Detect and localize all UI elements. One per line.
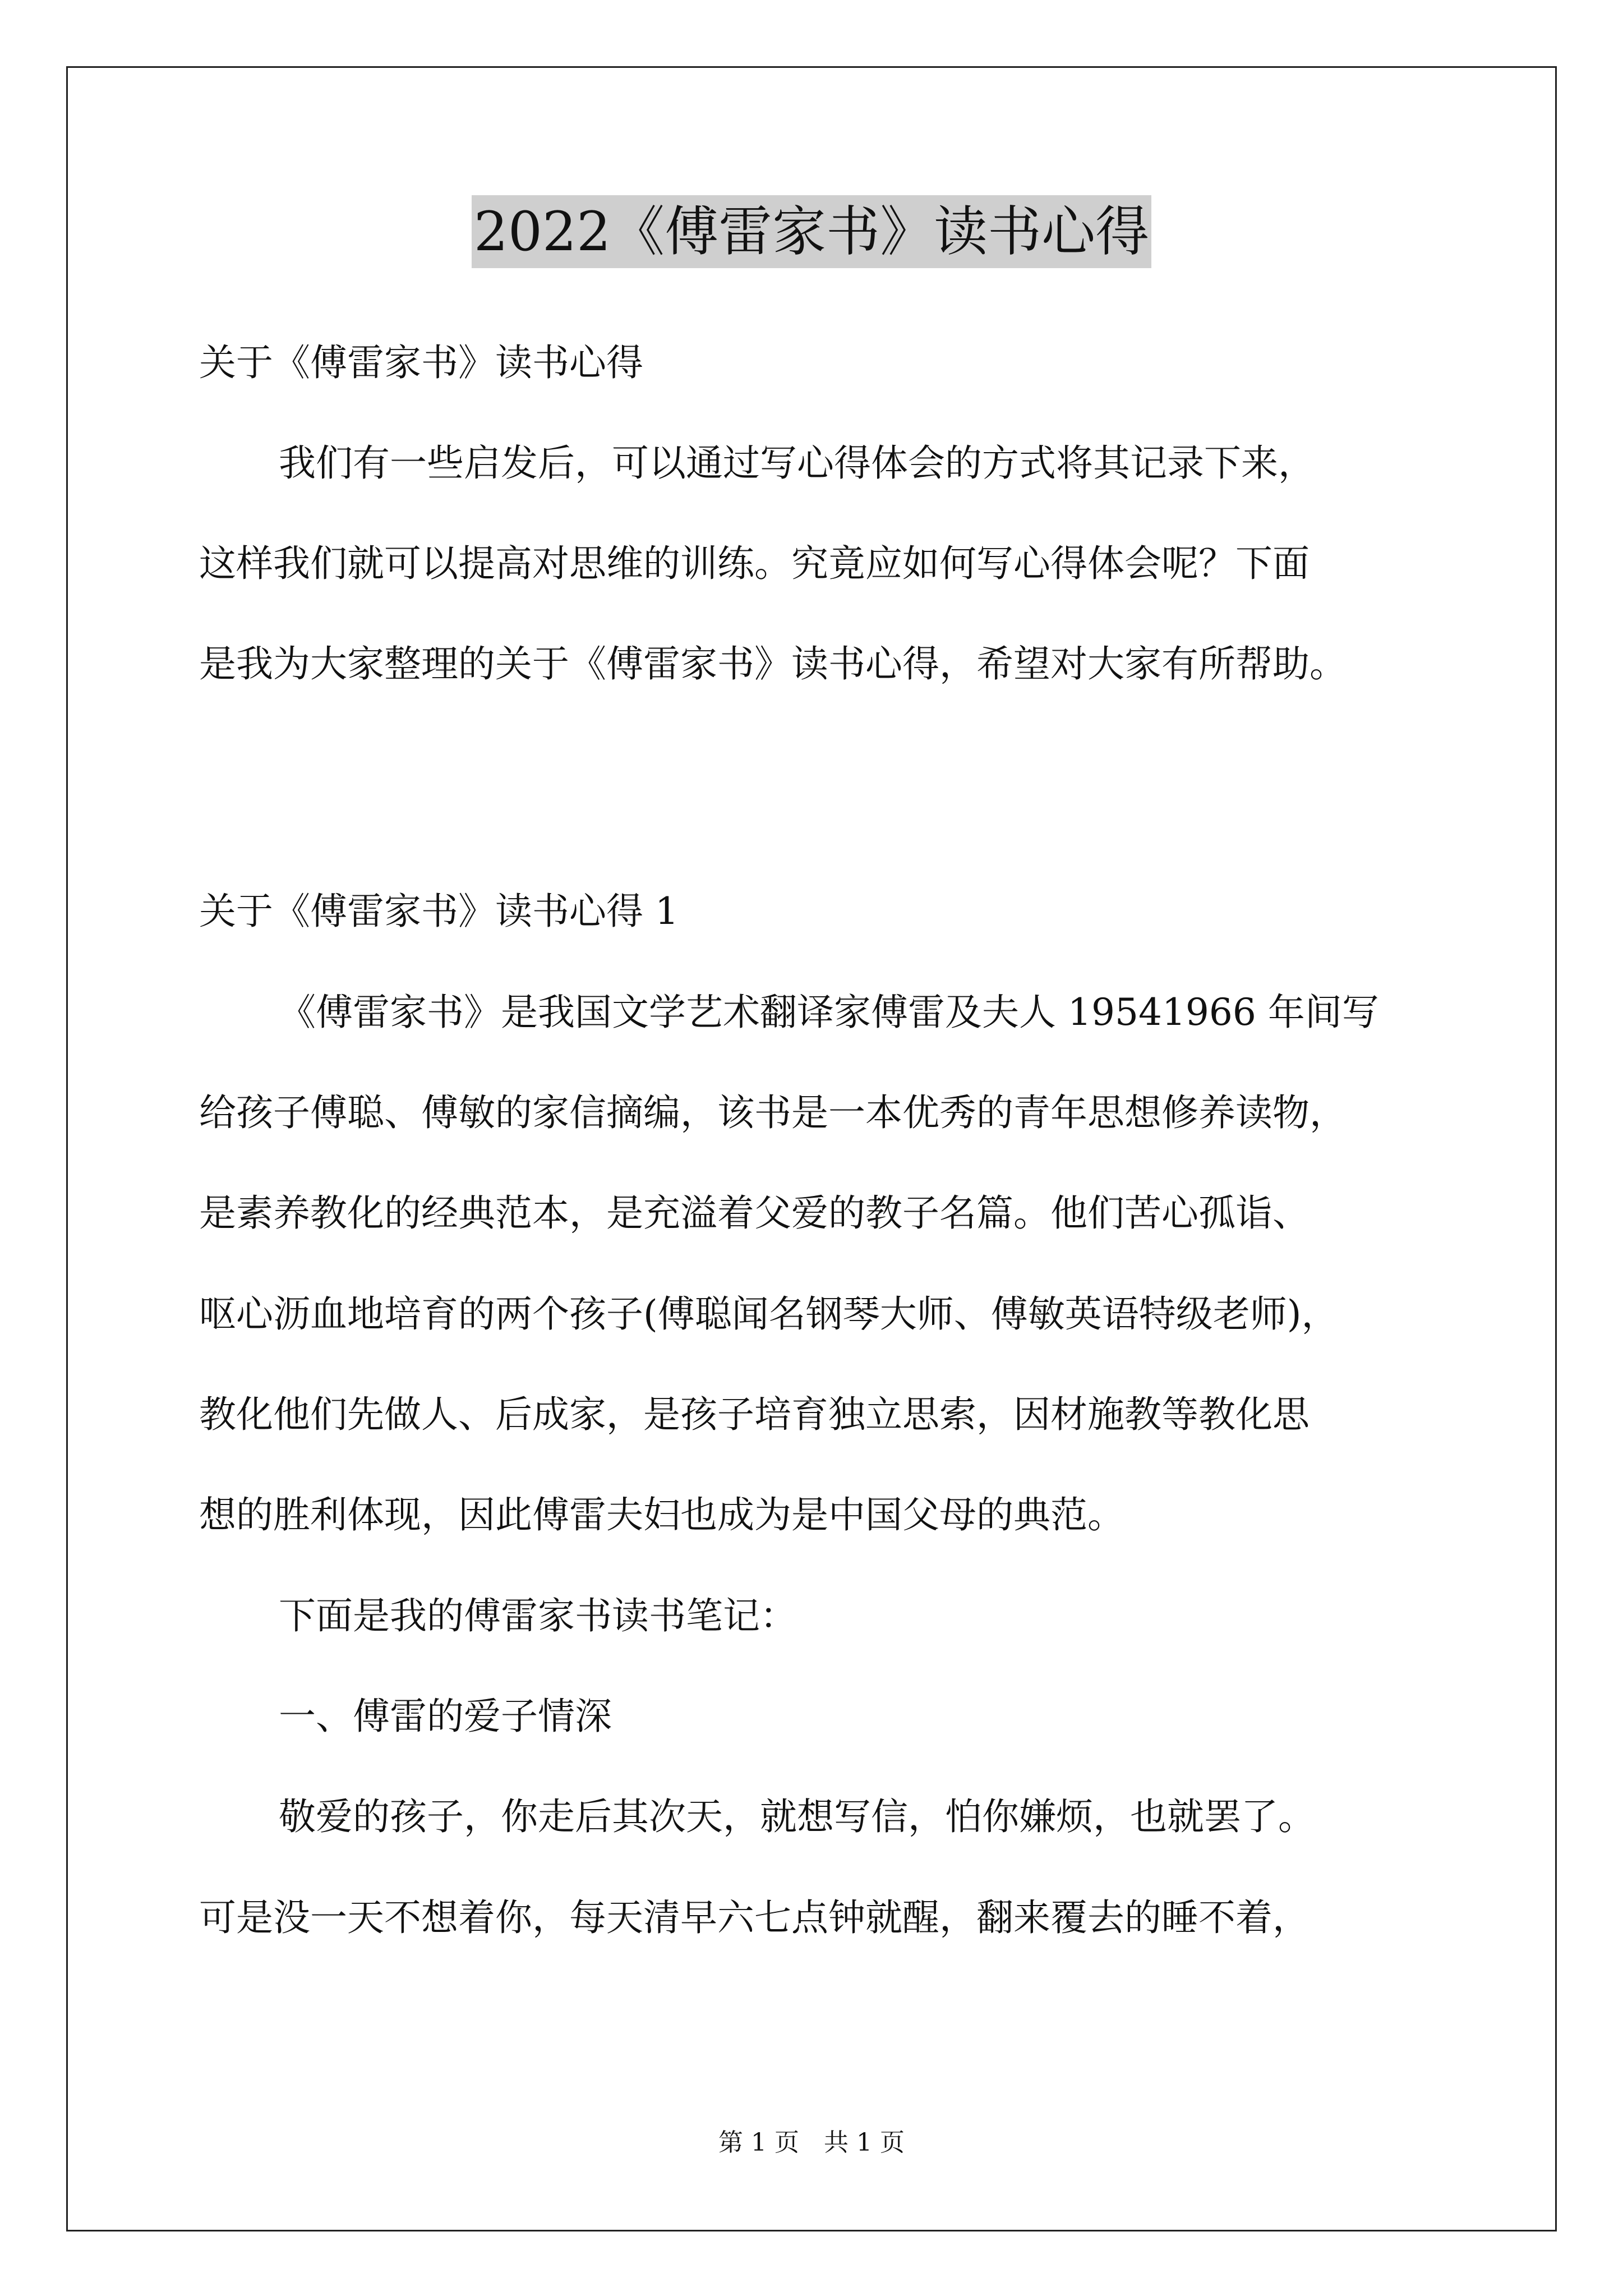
paragraph-line: 下面是我的傅雷家书读书笔记： bbox=[279, 1594, 797, 1637]
subtitle-line: 关于《傅雷家书》读书心得 bbox=[199, 341, 643, 384]
title-container bbox=[0, 195, 1623, 268]
paragraph-line: 教化他们先做人、后成家，是孩子培育独立思索，因材施教等教化思 bbox=[199, 1393, 1310, 1436]
paragraph-line: 我们有一些启发后，可以通过写心得体会的方式将其记录下来， bbox=[279, 441, 1315, 485]
section-heading: 一、傅雷的爱子情深 bbox=[279, 1695, 612, 1738]
paragraph-line: 是我为大家整理的关于《傅雷家书》读书心得，希望对大家有所帮助。 bbox=[199, 642, 1347, 685]
paragraph-line: 想的胜利体现，因此傅雷夫妇也成为是中国父母的典范。 bbox=[199, 1493, 1124, 1536]
paragraph-line: 呕心沥血地培育的两个孩子(傅聪闻名钢琴大师、傅敏英语特级老师)， bbox=[199, 1292, 1339, 1336]
paragraph-line: 敬爱的孩子，你走后其次天，就想写信，怕你嫌烦，也就罢了。 bbox=[279, 1795, 1315, 1838]
paragraph-line: 是素养教化的经典范本，是充溢着父爱的教子名篇。他们苦心孤诣、 bbox=[199, 1191, 1310, 1235]
paragraph-line: 这样我们就可以提高对思维的训练。究竟应如何写心得体会呢？下面 bbox=[199, 542, 1310, 585]
section-heading: 关于《傅雷家书》读书心得 1 bbox=[199, 890, 679, 933]
paragraph-line: 《傅雷家书》是我国文学艺术翻译家傅雷及夫人 19541966 年间写 bbox=[279, 991, 1379, 1034]
document-title: 2022《傅雷家书》读书心得 bbox=[472, 195, 1151, 268]
page-footer: 第 1 页 共 1 页 bbox=[718, 2128, 905, 2157]
paragraph-line: 给孩子傅聪、傅敏的家信摘编，该书是一本优秀的青年思想修养读物， bbox=[199, 1091, 1347, 1134]
paragraph-line: 可是没一天不想着你，每天清早六七点钟就醒，翻来覆去的睡不着， bbox=[199, 1896, 1310, 1939]
